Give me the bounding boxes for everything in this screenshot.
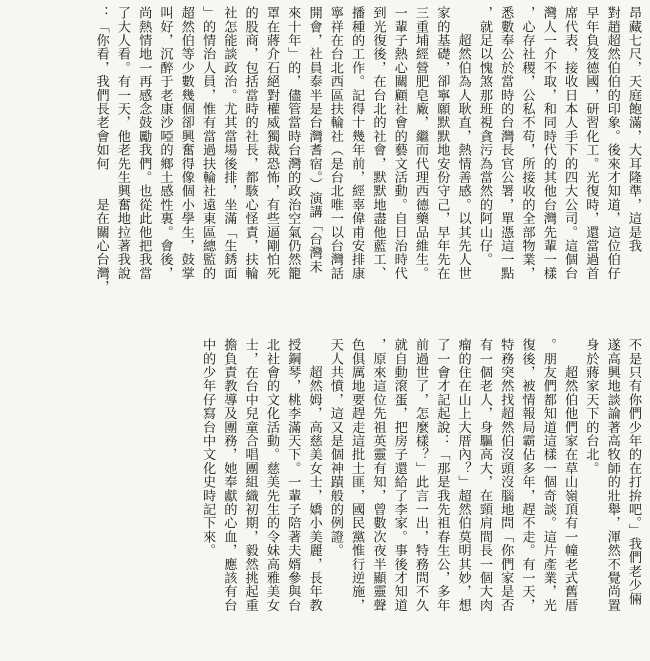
text-column: 天人共憤，這又是個神蹟般的例證。 [327, 338, 343, 558]
text-column: 超然伯他們家在草山嶺頂有一幢老式舊厝 [562, 338, 578, 612]
text-column: 寧祥在台北西區扶輪社（是台北唯一以台灣話 [327, 6, 343, 280]
text-column: 不是只有你們少年的在打拚吧。」我們老少倆 [626, 338, 641, 606]
text-column: 早年負笈德國，研習化工。光復時，還當過首 [583, 6, 599, 280]
text-column: 超然姆，高慈美女士，嬌小美麗，長年教 [306, 338, 322, 612]
text-column: 昂藏七尺，天庭飽滿，大耳隆準，這是我 [626, 6, 641, 253]
text-column: 身於蔣家天下的台北。 [583, 338, 599, 475]
text-column: 席代表，接收日本人手下的四大公司。這個台 [562, 6, 578, 280]
text-column: 超然伯等少數幾個卻興奮得像個小學生，鼓掌 [178, 6, 194, 280]
text-column: 罩在蔣介石絕對權威獨裁恐怖，有些逼剛怕死 [263, 6, 279, 280]
article-upper-section [6, 6, 644, 330]
text-column: 有一個老人，身驅高大，在頸肩間長一個大肉 [476, 338, 492, 612]
text-column: 超然伯為人耿直，熱情善感。以其先人世 [455, 6, 471, 280]
text-column: 」的情治人員，惟有當過扶輪社遠東區總監的 [200, 6, 216, 280]
text-column: 到光復後，在台北的社會，默默地盡他藍工、 [370, 6, 386, 280]
text-column: 的股商，包括當時的社長，都駭心怪責，扶輪 [242, 6, 258, 280]
text-column: 了大人看。有一天，他老先生興奮地拉著我說 [114, 6, 130, 280]
text-column: 了一會才記起說：「那是我先祖春生公，多年 [434, 338, 450, 612]
text-column: 擔負責教導及團務，她奉獻的心血，應該有台 [221, 338, 237, 612]
text-column: 對趙超然伯伯的印象。後來才知道，這位伯仔 [604, 6, 620, 280]
text-column: ，就足以愧煞那班視貪污為當然的阿山仔。 [476, 6, 492, 267]
text-column: 來十年」的，儘管當時台灣的政治空氣仍然籠 [285, 6, 301, 280]
text-column: 北社會的文化活動。慈美先生的令妹高雅美女 [263, 338, 279, 612]
text-column: 叫好，沉醉于老康沙啞的鄉土感性裏。會後， [157, 6, 173, 280]
text-column: ：「你看，我們長老會如何 是在關心台灣， [93, 6, 109, 294]
text-column: 尚熱情地一再感念鼓勵我們。也從此他把我當 [136, 6, 152, 280]
text-column: 授鋼琴，桃李滿天下。一輩子陪著夫婿參與台 [285, 338, 301, 612]
text-column: 一輩子熱心關顧社會的藝文活動。自日治時代 [391, 6, 407, 280]
text-column: 悉數奉公於當時的台灣長官公署，單憑這一點 [498, 6, 514, 280]
text-column: 中的少年仔寫台中文化史時記下來。 [200, 338, 216, 558]
text-column: 遂高興地談論著高牧師的壯舉，渾然不覺尚置 [604, 338, 620, 612]
text-column: 三重埔經營肥皂廠，繼而代理西德藥品維生。 [413, 6, 429, 280]
text-column: 播種的工作。記得十幾年前，經辜偉甫安排康 [349, 6, 365, 280]
text-column: 開會，社員泰半是台灣耆宿。）演講「台灣未 [306, 6, 322, 274]
text-column: ，心存社稷，公私不苟，所接收的全部物業， [519, 6, 535, 280]
text-column: 瘤的住在山上大厝內？」超然伯莫明其妙，想 [455, 338, 471, 612]
text-column: ，原來這位先祖英靈有知，曾數次夜半顯靈聲 [370, 338, 386, 612]
text-column: 就自動滾蛋，把房子還給了李家。事後才知道 [391, 338, 407, 612]
text-column: 前過世了，怎麼樣？」此言一出，特務問不久 [413, 338, 429, 612]
text-column: 灣人一介不取，和同時代的其他台灣先輩一樣 [540, 6, 556, 280]
article-lower-section [124, 338, 644, 656]
text-column: 社怎能談政治。尤其當場後排，坐滿「生銹面 [221, 6, 237, 280]
text-column: 。朋友們都知道這樣一個奇談。這片產業，光 [540, 338, 556, 612]
text-column: 士，在台中兒童合唱團組織初期，毅然挑起重 [242, 338, 258, 612]
text-column: 家的基礎，卻寧願默默地安份守己，早年先在 [434, 6, 450, 280]
text-column: 復後，被情報局霸佔多年，趕不走。有一天， [519, 338, 535, 612]
text-column: 色俱厲地要趕走這批土匪，國民黨惟行逆施， [349, 338, 365, 612]
text-column: 特務突然找超然伯沒頭沒腦地問「你們家是否 [498, 338, 514, 612]
